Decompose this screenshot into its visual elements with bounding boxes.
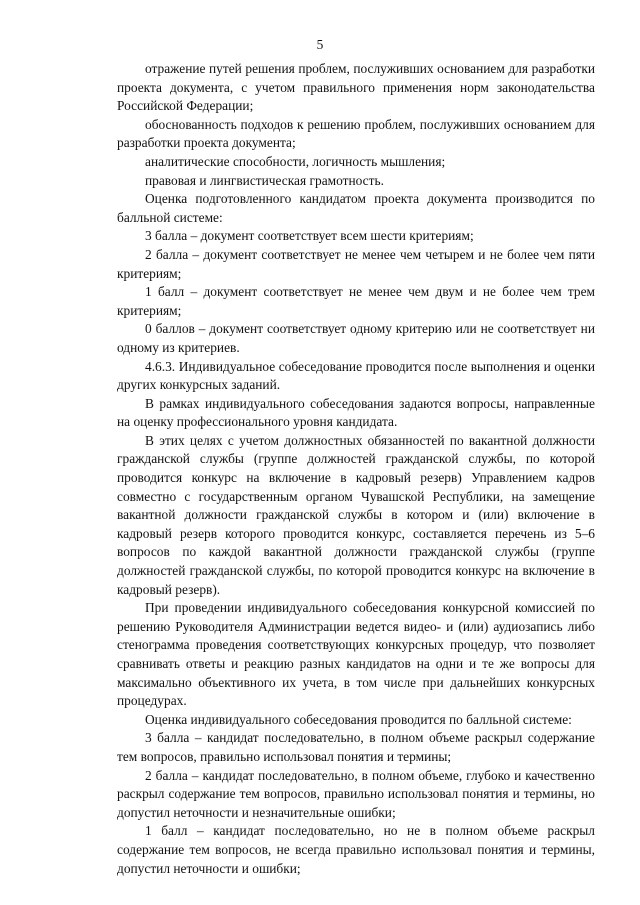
- paragraph: отражение путей решения проблем, послуживших основанием для разработки проекта документа, с учетом правильного применения норм законодательства Российской Федерации;: [117, 61, 595, 114]
- paragraph: В рамках индивидуального собеседования задаются вопросы, направленные на оценку профессионального уровня кандидата.: [117, 395, 595, 430]
- paragraph: 0 баллов – документ соответствует одному критерию или не соответствует ни одному из критериев.: [117, 321, 595, 355]
- paragraph: Оценка подготовленного кандидатом проекта документа производится по балльной системе:: [117, 191, 595, 225]
- paragraph: 1 балл – кандидат последовательно, но не в полном объеме раскрыл содержание тем вопросов, не всегда правильно использовал понятия и термины, допустил неточности и ошибки;: [117, 823, 595, 876]
- paragraph: 3 балла – документ соответствует всем шести критериям;: [145, 228, 474, 244]
- paragraph: 3 балла – кандидат последовательно, в полном объеме раскрыл содержание тем вопросов, правильно использовал понятия и термины;: [117, 730, 595, 764]
- paragraph: 1 балл – документ соответствует не менее чем двум и не более чем трем критериям;: [117, 284, 595, 318]
- paragraph: При проведении индивидуального собеседования конкурсной комиссией по решению Руководителя Администрации ведется видео- и (или) аудиозапись либо стенограмма проведения соответствующих конкурсных процедур, что позволяет сравнивать ответы и реакцию разных кандидатов на одни и те же вопросы для максимально объективного их учета, в том числе при дальнейших конкурсных процедурах.: [117, 600, 595, 709]
- paragraph: 4.6.3. Индивидуальное собеседование проводится после выполнения и оценки других конкурсных заданий.: [117, 358, 595, 393]
- paragraph: В этих целях с учетом должностных обязанностей по вакантной должности гражданской службы (группе должностей гражданской службы, по которой проводится конкурс на включение в кадровый резерв) Управлением кадров совместно с государственным органом Чувашской Республики, на замещение вакантной должности гражданской службы в котором и (или) включение в кадровый резерв которого проводится конкурс, составляется перечень из 5–6 вопросов по каждой вакантной должности гражданской службы (группе должностей гражданской службы, по которой проводится конкурс на включение в кадровый резерв).: [117, 432, 595, 597]
- page-number: 5: [316, 37, 324, 52]
- document-body: [117, 60, 595, 878]
- paragraph: правовая и лингвистическая грамотность.: [145, 172, 384, 188]
- paragraph: 2 балла – кандидат последовательно, в полном объеме, глубоко и качественно раскрыл содержание тем вопросов, правильно использовал понятия и термины, но допустил неточности и незначительные ошибки;: [117, 767, 595, 820]
- paragraph: обоснованность подходов к решению проблем, послуживших основанием для разработки проекта документа;: [117, 116, 595, 151]
- paragraph: 2 балла – документ соответствует не менее чем четырем и не более чем пяти критериям;: [117, 246, 595, 281]
- paragraph: аналитические способности, логичность мышления;: [145, 153, 446, 169]
- paragraph: Оценка индивидуального собеседования проводится по балльной системе:: [145, 711, 572, 727]
